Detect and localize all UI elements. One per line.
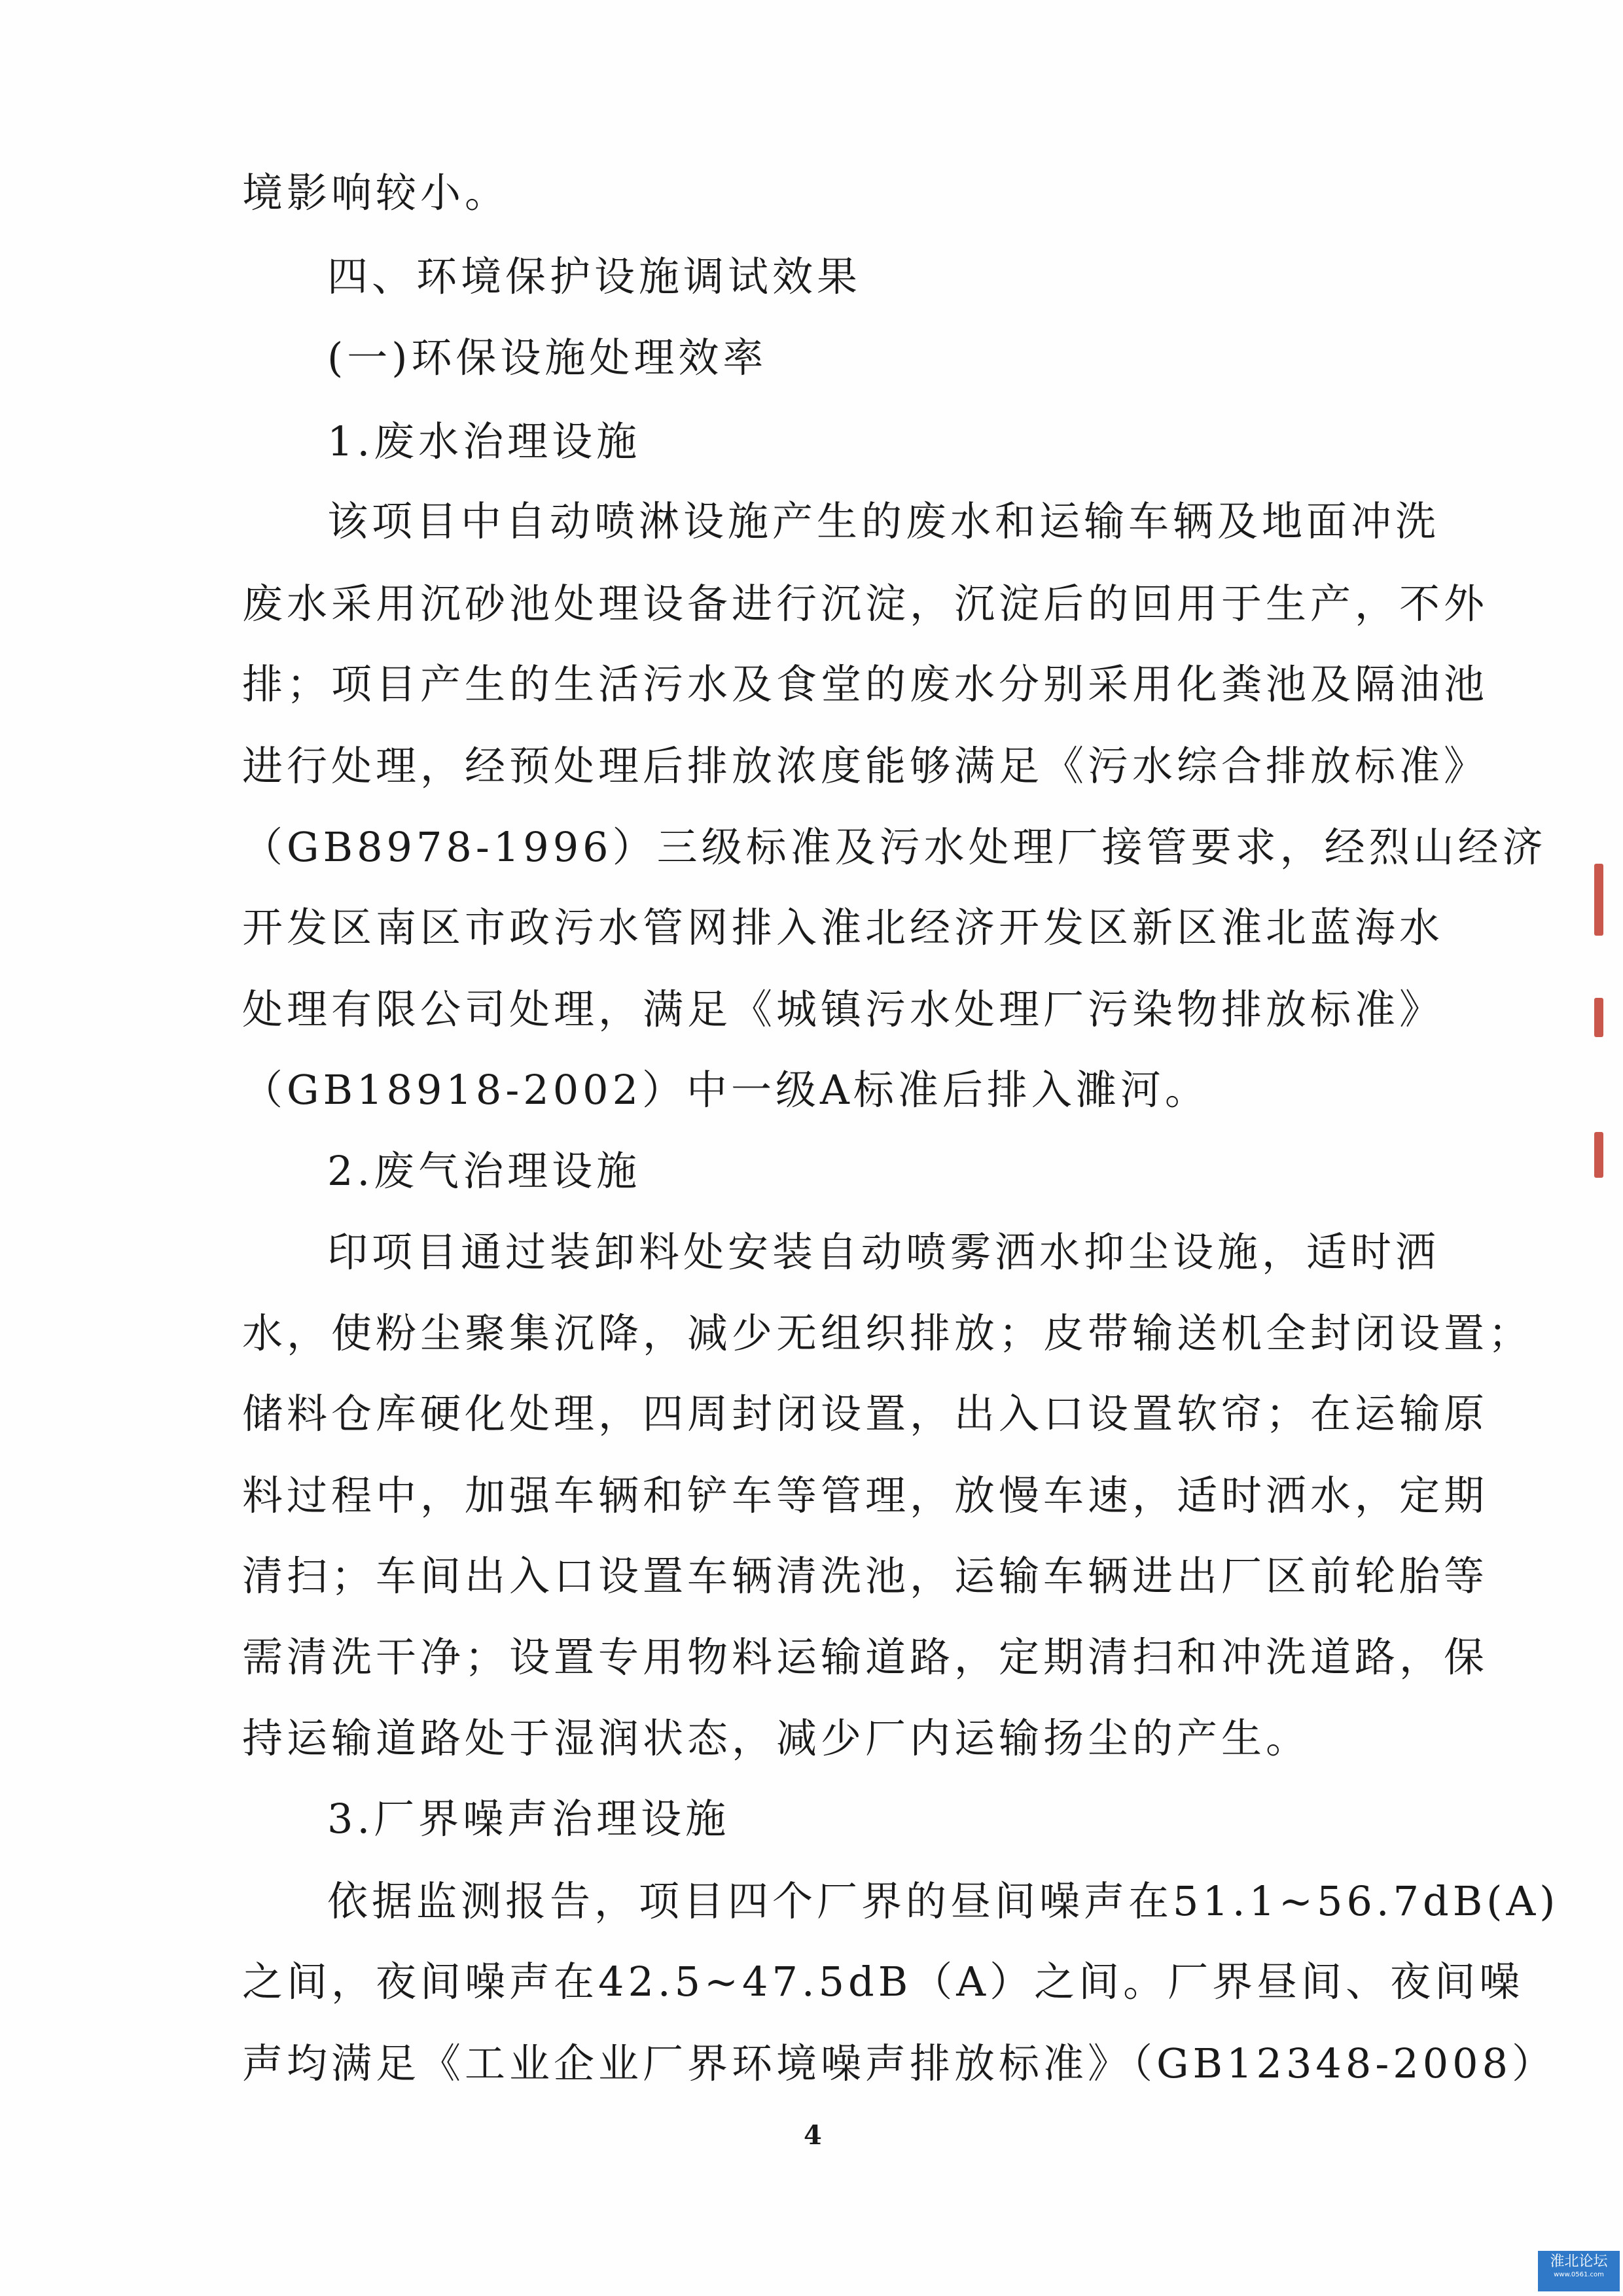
paragraph-line: 处理有限公司处理，满足《城镇污水处理厂污染物排放标准》 (242, 985, 1444, 1033)
paragraph-line: 料过程中，加强车辆和铲车等管理，放慢车速，适时洒水，定期 (242, 1472, 1489, 1519)
page-number: 4 (804, 2120, 822, 2151)
paragraph-line: 之间，夜间噪声在42.5~47.5dB（A）之间。厂界昼间、夜间噪 (242, 1958, 1524, 2005)
seal-edge-marks (1590, 857, 1616, 1197)
watermark-url: www.0561.com (1554, 2271, 1604, 2278)
paragraph-line: 进行处理，经预处理后排放浓度能够满足《污水综合排放标准》 (242, 742, 1489, 790)
paragraph-line: 排；项目产生的生活污水及食堂的废水分别采用化粪池及隔油池 (242, 660, 1489, 708)
seal-edge-mark (1594, 1132, 1603, 1178)
paragraph-line: 水，使粉尘聚集沉降，减少无组织排放；皮带输送机全封闭设置； (242, 1309, 1533, 1357)
paragraph-line: 储料仓库硬化处理，四周封闭设置，出入口设置软帘；在运输原 (242, 1390, 1489, 1438)
paragraph-line: 需清洗干净；设置专用物料运输道路，定期清扫和冲洗道路，保 (242, 1633, 1489, 1681)
paragraph-line: 废水采用沉砂池处理设备进行沉淀，沉淀后的回用于生产，不外 (242, 580, 1489, 627)
seal-edge-mark (1594, 864, 1603, 936)
item-heading-noise: 3.厂界噪声治理设施 (327, 1795, 730, 1843)
paragraph-line: 持运输道路处于湿润状态，减少厂内运输扬尘的产生。 (242, 1714, 1311, 1762)
paragraph-line: 声均满足《工业企业厂界环境噪声排放标准》（GB12348-2008） (242, 2040, 1557, 2087)
item-heading-exhaust: 2.废气治理设施 (327, 1147, 641, 1195)
subsection-heading: (一)环保设施处理效率 (327, 334, 768, 381)
section-heading: 四、环境保护设施调试效果 (327, 253, 862, 300)
paragraph-line: 开发区南区市政污水管网排入淮北经济开发区新区淮北蓝海水 (242, 904, 1444, 951)
text-line: 境影响较小。 (242, 169, 510, 217)
paragraph-line: 印项目通过装卸料处安装自动喷雾洒水抑尘设施，适时洒 (327, 1228, 1440, 1276)
site-watermark (1538, 2251, 1620, 2291)
paragraph-line: （GB18918-2002）中一级A标准后排入濉河。 (242, 1066, 1209, 1114)
paragraph-line: （GB8978-1996）三级标准及污水处理厂接管要求，经烈山经济 (242, 823, 1547, 871)
watermark-title: 淮北论坛 (1550, 2253, 1608, 2270)
paragraph-line: 清扫；车间出入口设置车辆清洗池，运输车辆进出厂区前轮胎等 (242, 1552, 1489, 1600)
paragraph-line: 依据监测报告，项目四个厂界的昼间噪声在51.1~56.7dB(A) (327, 1877, 1560, 1925)
item-heading-wastewater: 1.废水治理设施 (327, 417, 641, 465)
seal-edge-mark (1594, 998, 1603, 1037)
paragraph-line: 该项目中自动喷淋设施产生的废水和运输车辆及地面冲洗 (327, 497, 1440, 545)
